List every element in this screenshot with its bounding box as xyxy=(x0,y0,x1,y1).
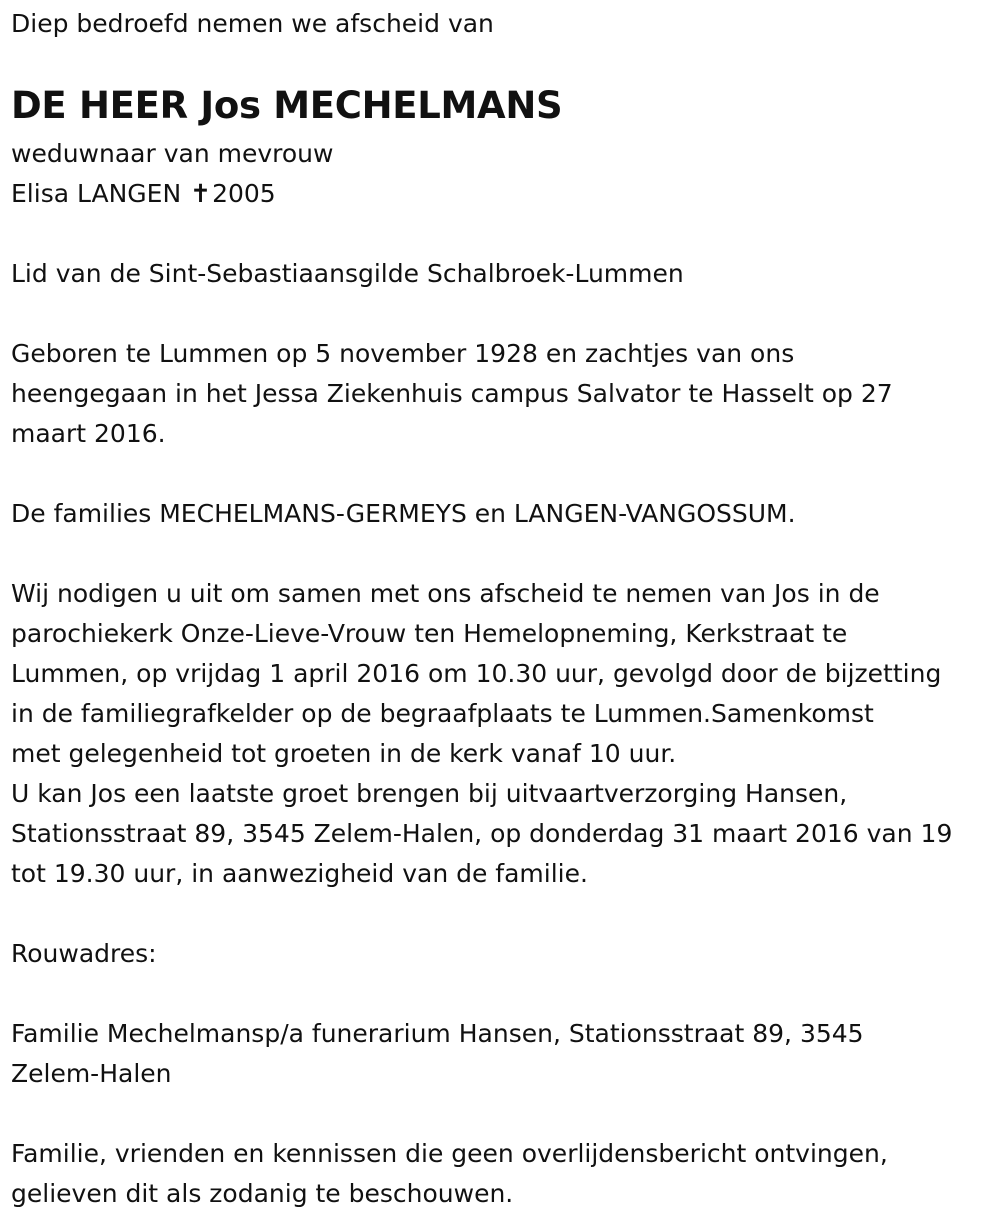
intro-text: Diep bedroefd nemen we afscheid van xyxy=(11,9,494,38)
ceremony-line: tot 19.30 uur, in aanwezigheid van de familie. xyxy=(11,859,588,888)
spouse-line-2 xyxy=(11,174,333,214)
spouse-death-year: 2005 xyxy=(212,179,276,208)
address-line: Zelem-Halen xyxy=(11,1059,172,1088)
cross-icon: ✝ xyxy=(190,179,212,208)
birth-death-line: maart 2016. xyxy=(11,419,166,448)
membership-text: Lid van de Sint-Sebastiaansgilde Schalbroek-Lummen xyxy=(11,259,684,288)
birth-death-block xyxy=(11,334,893,454)
ceremony-line: U kan Jos een laatste groet brengen bij uitvaartverzorging Hansen, xyxy=(11,779,848,808)
closing-block xyxy=(11,1134,888,1214)
ceremony-line: Lummen, op vrijdag 1 april 2016 om 10.30 uur, gevolgd door de bijzetting xyxy=(11,659,942,688)
birth-death-line: Geboren te Lummen op 5 november 1928 en zachtjes van ons xyxy=(11,339,795,368)
address-label: Rouwadres: xyxy=(11,939,157,968)
ceremony-line: Wij nodigen u uit om samen met ons afscheid te nemen van Jos in de xyxy=(11,579,880,608)
spouse-line-1: weduwnaar van mevrouw xyxy=(11,139,334,168)
ceremony-block xyxy=(11,574,952,894)
spouse-block xyxy=(11,134,333,214)
address-line: Familie Mechelmansp/a funerarium Hansen, Stationsstraat 89, 3545 xyxy=(11,1019,864,1048)
families-text: De families MECHELMANS-GERMEYS en LANGEN-VANGOSSUM. xyxy=(11,499,796,528)
ceremony-line: in de familiegrafkelder op de begraafplaats te Lummen.Samenkomst xyxy=(11,699,874,728)
address-block xyxy=(11,1014,864,1094)
ceremony-line: Stationsstraat 89, 3545 Zelem-Halen, op donderdag 31 maart 2016 van 19 xyxy=(11,819,953,848)
spouse-name: Elisa LANGEN xyxy=(11,179,182,208)
closing-line: gelieven dit als zodanig te beschouwen. xyxy=(11,1179,514,1208)
ceremony-line: parochiekerk Onze-Lieve-Vrouw ten Hemelopneming, Kerkstraat te xyxy=(11,619,848,648)
deceased-name: DE HEER Jos MECHELMANS xyxy=(11,84,563,127)
birth-death-line: heengegaan in het Jessa Ziekenhuis campus Salvator te Hasselt op 27 xyxy=(11,379,893,408)
closing-line: Familie, vrienden en kennissen die geen overlijdensbericht ontvingen, xyxy=(11,1139,888,1168)
ceremony-line: met gelegenheid tot groeten in de kerk vanaf 10 uur. xyxy=(11,739,677,768)
